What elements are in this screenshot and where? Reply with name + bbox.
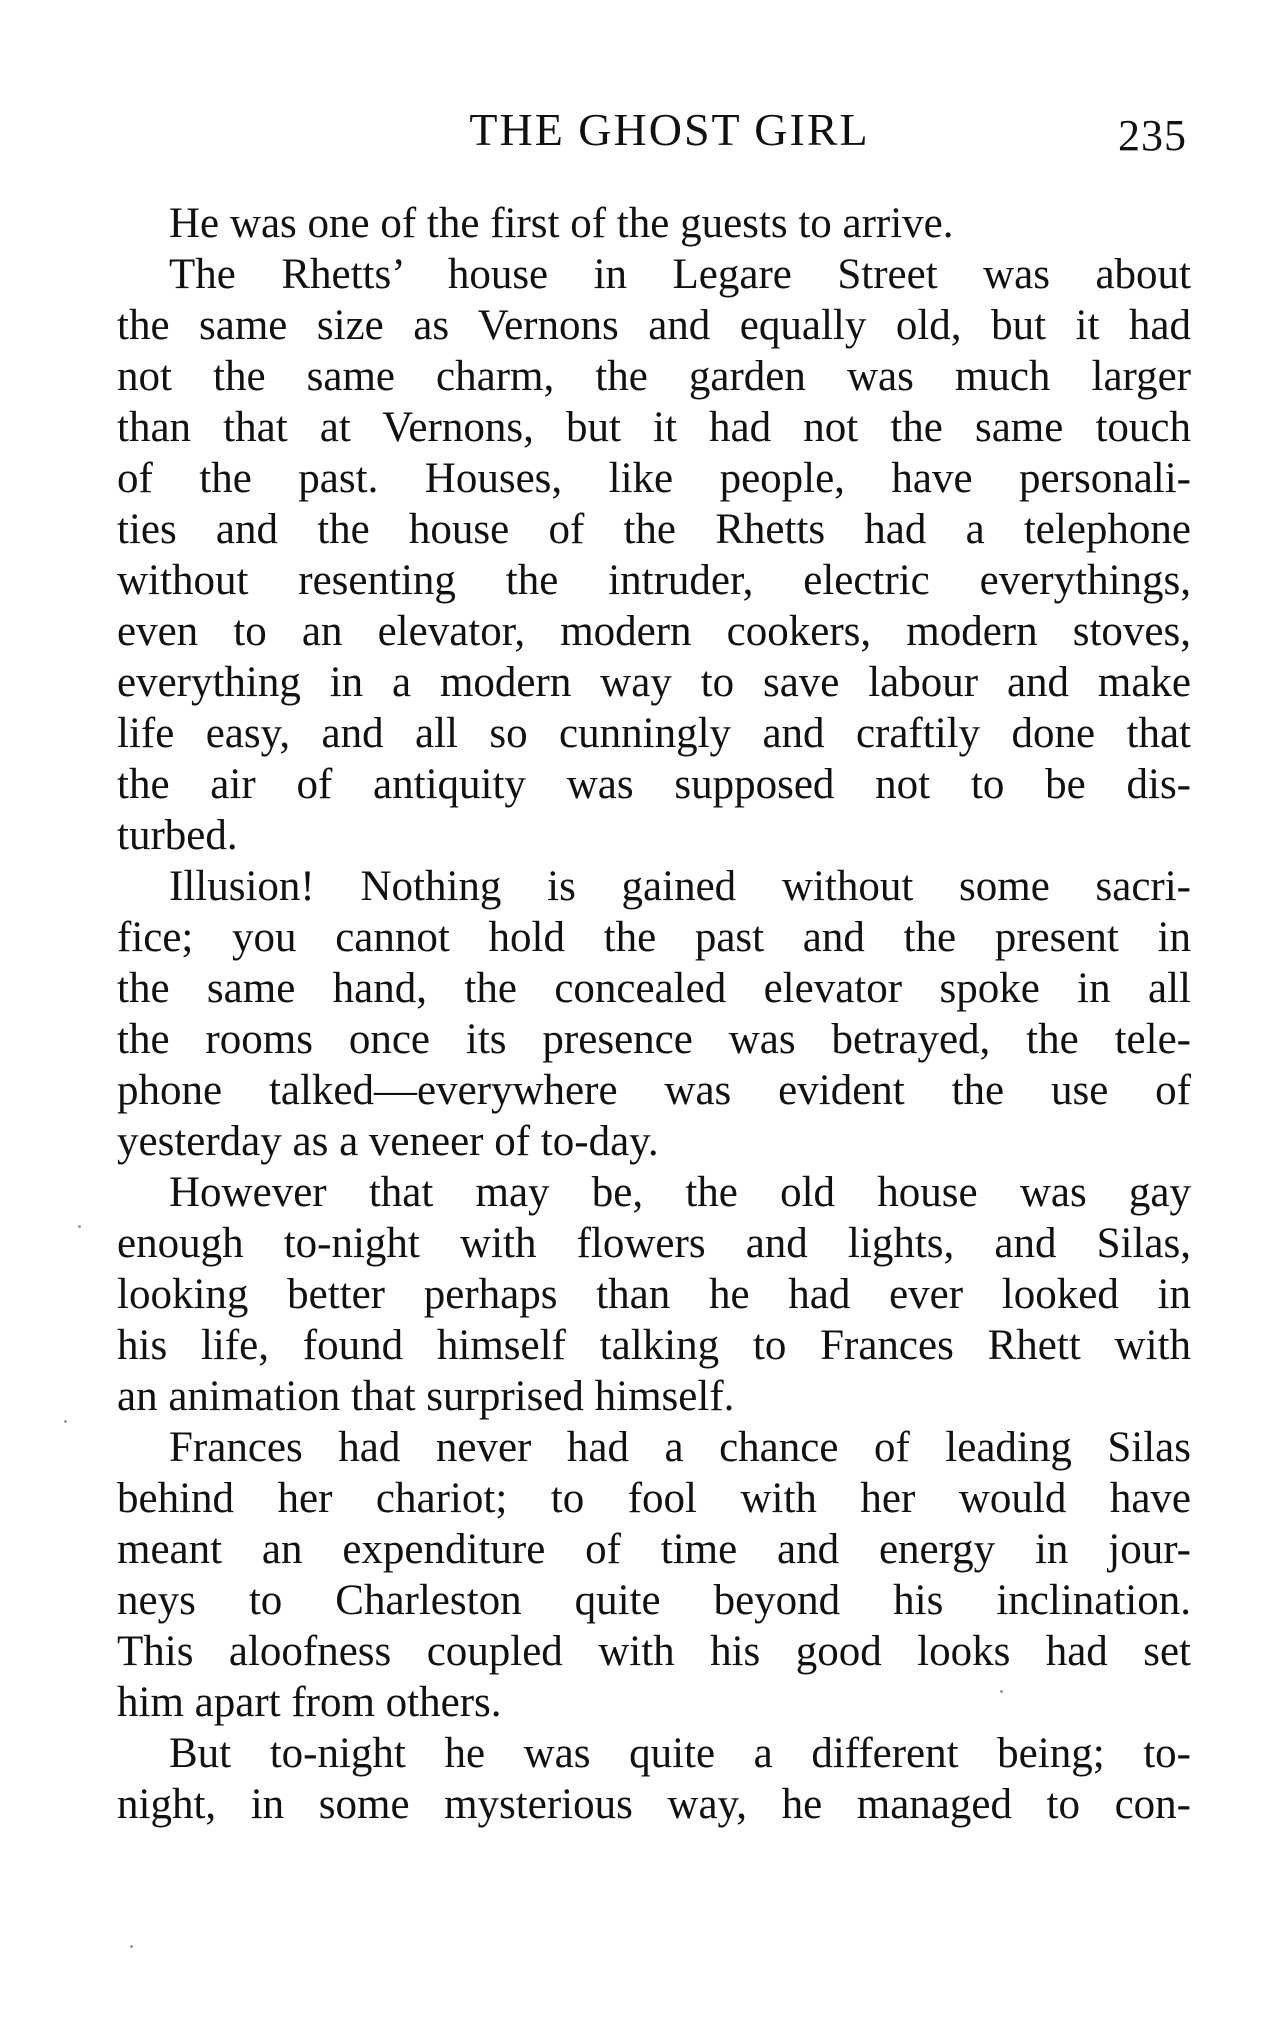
page-number: 235 (1118, 111, 1187, 160)
running-head (120, 100, 1187, 160)
text-line: than that at Vernons, but it had not the same touch (117, 404, 1191, 451)
text-line: of the past. Houses, like people, have personali- (117, 455, 1191, 502)
text-line: night, in some mysterious way, he managed to con- (117, 1781, 1191, 1828)
text-line: the same hand, the concealed elevator spoke in all (117, 965, 1191, 1012)
text-line: But to-night he was quite a different being; to- (169, 1730, 1191, 1777)
paper-speck (64, 1420, 67, 1423)
text-line: ties and the house of the Rhetts had a telephone (117, 506, 1191, 553)
text-line: turbed. (117, 812, 238, 859)
text-line: the rooms once its presence was betrayed, the tele- (117, 1016, 1191, 1063)
text-line: neys to Charleston quite beyond his inclination. (117, 1577, 1191, 1624)
text-line: the air of antiquity was supposed not to be dis- (117, 761, 1191, 808)
text-line: without resenting the intruder, electric everythings, (117, 557, 1191, 604)
text-line: life easy, and all so cunningly and craftily done that (117, 710, 1191, 757)
paper-speck (130, 1945, 133, 1948)
text-line: This aloofness coupled with his good looks had set (117, 1628, 1191, 1675)
text-line: Illusion! Nothing is gained without some sacri- (169, 863, 1191, 910)
text-line: not the same charm, the garden was much larger (117, 353, 1191, 400)
body-text (117, 198, 1191, 1830)
text-line: He was one of the first of the guests to arrive. (169, 200, 954, 247)
text-line: looking better perhaps than he had ever looked in (117, 1271, 1191, 1318)
text-line: meant an expenditure of time and energy in jour- (117, 1526, 1191, 1573)
text-line: him apart from others. (117, 1679, 502, 1726)
text-line: behind her chariot; to fool with her would have (117, 1475, 1191, 1522)
text-line: yesterday as a veneer of to-day. (117, 1118, 659, 1165)
text-line: phone talked—everywhere was evident the use of (117, 1067, 1191, 1114)
text-line: Frances had never had a chance of leading Silas (169, 1424, 1191, 1471)
text-line: an animation that surprised himself. (117, 1373, 735, 1420)
paper-speck (78, 1225, 81, 1228)
text-line: everything in a modern way to save labour and make (117, 659, 1191, 706)
text-line: However that may be, the old house was gay (169, 1169, 1191, 1216)
text-line: even to an elevator, modern cookers, modern stoves, (117, 608, 1191, 655)
running-title: THE GHOST GIRL (469, 104, 870, 155)
paper-speck (1000, 1690, 1003, 1693)
text-line: the same size as Vernons and equally old, but it had (117, 302, 1191, 349)
text-line: The Rhetts’ house in Legare Street was about (169, 251, 1191, 298)
text-line: fice; you cannot hold the past and the present in (117, 914, 1191, 961)
text-line: enough to-night with flowers and lights, and Silas, (117, 1220, 1191, 1267)
text-line: his life, found himself talking to Frances Rhett with (117, 1322, 1191, 1369)
